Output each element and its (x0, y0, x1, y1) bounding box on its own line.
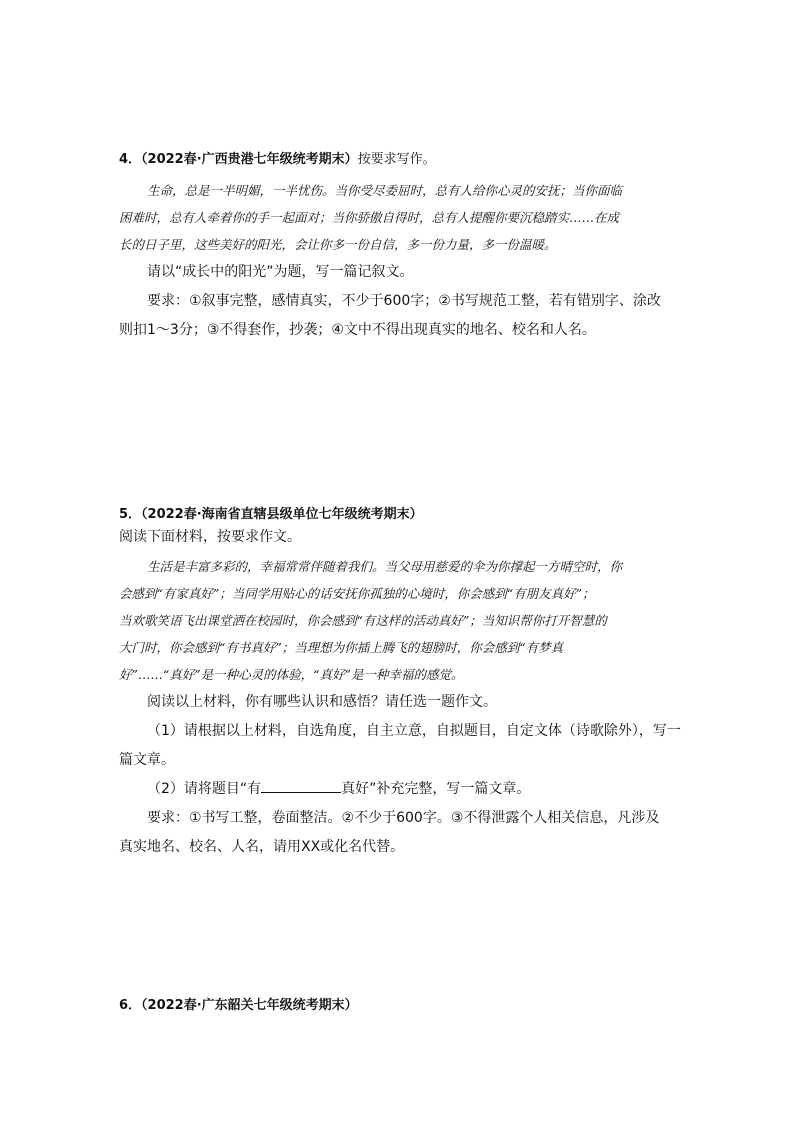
writing-prompt: 阅读以上材料，你有哪些认识和感悟？请任选一题作文。 (147, 694, 497, 710)
question-number: 4． (119, 152, 142, 167)
fill-in-blank (261, 778, 341, 793)
question-5 (119, 505, 679, 862)
requirements-line: 要求：①叙事完整，感情真实，不少于600字；②书写规范工整，若有错别字、涂改 (147, 293, 661, 309)
question-instruction: 阅读下面材料，按要求作文。 (119, 529, 301, 545)
option-2-suffix: 真好”补充完整，写一篇文章。 (341, 781, 531, 797)
question-source: （2022春·广西贵港七年级统考期末） (141, 152, 358, 167)
writing-task: 请以“成长中的阳光”为题，写一篇记叙文。 (147, 264, 414, 280)
question-source: （2022春·海南省直辖县级单位七年级统考期末） (141, 507, 423, 522)
option-1-line: （1）请根据以上材料，自选角度，自主立意，自拟题目，自定文体（诗歌除外），写一 (147, 723, 681, 739)
question-source: （2022春·广东韶关七年级统考期末） (141, 998, 358, 1013)
question-instruction: 按要求写作。 (357, 152, 436, 167)
writing-material (119, 177, 679, 258)
question-number: 5． (119, 507, 142, 522)
material-line: 长的日子里，这些美好的阳光，会让你多一份自信，多一份力量，多一份温暖。 (119, 237, 557, 252)
option-1-line: 篇文章。 (119, 752, 175, 768)
material-line: 生命，总是一半明媚，一半忧伤。当你受尽委屈时，总有人给你心灵的安抚；当你面临 (147, 183, 623, 198)
material-line: 生活是丰富多彩的，幸福常常伴随着我们。当父母用慈爱的伞为你撑起一方晴空时，你 (147, 559, 623, 574)
question-4 (119, 150, 679, 345)
question-number: 6． (119, 998, 142, 1013)
requirements-line: 真实地名、校名、人名，请用XX或化名代替。 (119, 839, 405, 855)
question-5-header (119, 505, 679, 525)
question-4-header (119, 150, 679, 170)
option-2 (119, 775, 679, 804)
material-line: 会感到“有家真好”；当同学用贴心的话安抚你孤独的心境时，你会感到“有朋友真好”； (119, 586, 595, 601)
material-line: 困难时，总有人牵着你的手一起面对；当你骄傲自得时，总有人提醒你要沉稳踏实……在成 (119, 210, 620, 225)
material-line: 好”……“真好”是一种心灵的体验，“真好”是一种幸福的感觉。 (119, 667, 464, 682)
requirements-line: 则扣1～3分；③不得套作，抄袭；④文中不得出现真实的地名、校名和人名。 (119, 322, 596, 338)
question-6 (119, 996, 679, 1016)
requirements-line: 要求：①书写工整，卷面整洁。②不少于600字。③不得泄露个人相关信息，凡涉及 (147, 810, 660, 826)
material-line: 大门时，你会感到“有书真好”；当理想为你插上腾飞的翅膀时，你会感到“有梦真 (119, 640, 564, 655)
question-6-header (119, 996, 679, 1016)
option-2-prefix: （2）请将题目“有 (147, 781, 262, 797)
writing-material (119, 553, 679, 688)
material-line: 当欢歌笑语飞出课堂洒在校园时，你会感到“有这样的活动真好”；当知识帮你打开智慧的 (119, 613, 607, 628)
